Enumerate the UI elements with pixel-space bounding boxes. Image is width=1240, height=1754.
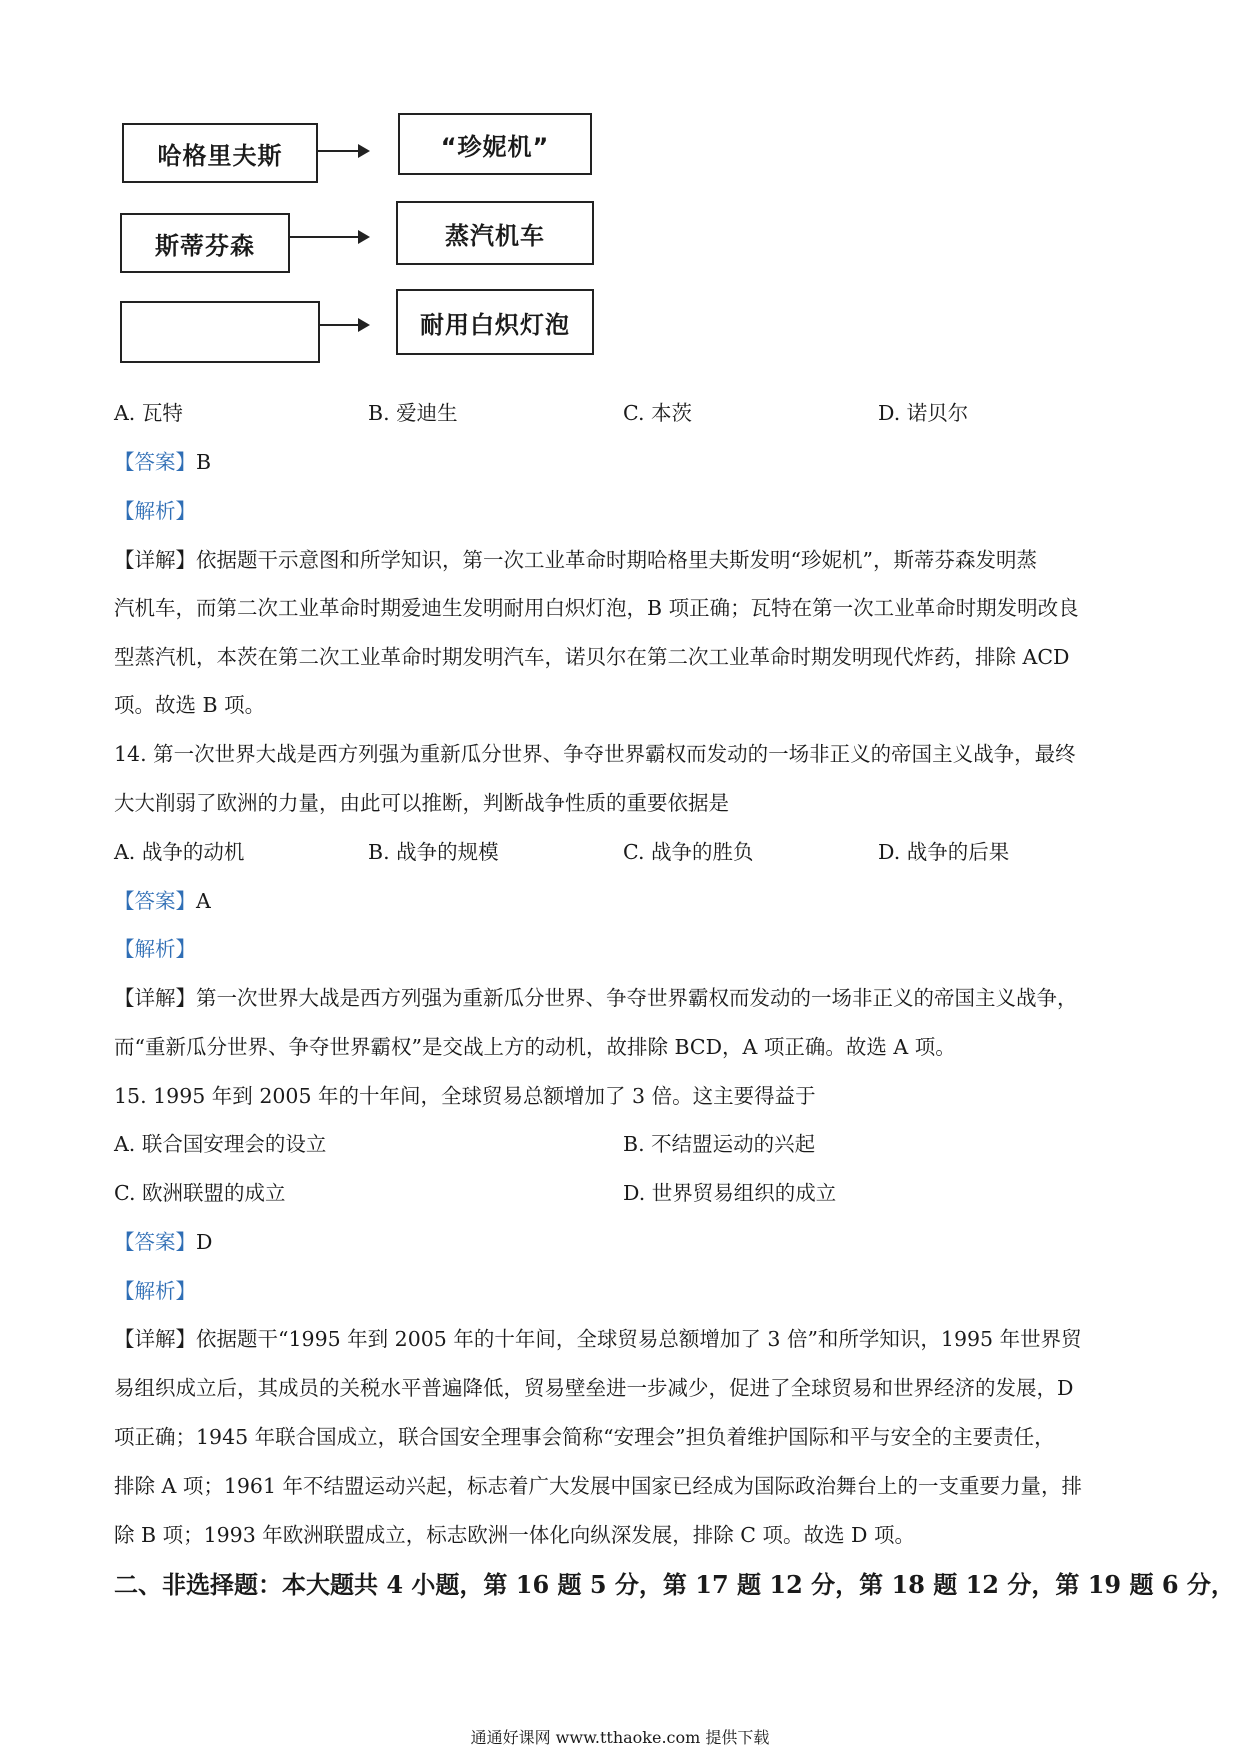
q13-detail-line-2: 汽机车，而第二次工业革命时期爱迪生发明耐用白炽灯泡，B 项正确；瓦特在第一次工业革命时期发明改良 bbox=[114, 596, 1079, 620]
q15-detail-line-3: 项正确；1945 年联合国成立，联合国安全理事会简称“安理会”担负着维护国际和平与安全的主要责任， bbox=[114, 1425, 1055, 1449]
q14-analysis bbox=[114, 935, 1134, 963]
q15-detail-line-1 bbox=[114, 1325, 1134, 1353]
diagram-box-inventor-1: 哈格里夫斯 bbox=[122, 123, 318, 183]
q13-option-c: C. 本茨 bbox=[623, 401, 692, 425]
diagram-box-invention-1: “珍妮机” bbox=[398, 113, 592, 175]
q14-answer-value: A bbox=[196, 889, 211, 913]
answer-tag: 【答案】 bbox=[114, 450, 196, 474]
q14-stem-line-1: 14. 第一次世界大战是西方列强为重新瓜分世界、争夺世界霸权而发动的一场非正义的帝国主义战争，最终 bbox=[114, 742, 1076, 766]
q13-option-b: B. 爱迪生 bbox=[368, 401, 458, 425]
q14-detail-line-1 bbox=[114, 984, 1134, 1012]
q15-answer bbox=[114, 1228, 1134, 1256]
q15-detail-line-2: 易组织成立后，其成员的关税水平普遍降低，贸易壁垒进一步减少，促进了全球贸易和世界经济的发展，D bbox=[114, 1376, 1074, 1400]
q13-detail-line-4: 项。故选 B 项。 bbox=[114, 693, 266, 717]
q14-option-d: D. 战争的后果 bbox=[878, 840, 1010, 864]
q13-option-d: D. 诺贝尔 bbox=[878, 401, 969, 425]
diagram-arrow-2 bbox=[288, 236, 368, 238]
q15-detail-text-1: 依据题干“1995 年到 2005 年的十年间，全球贸易总额增加了 3 倍”和所学知识，1995 年世界贸 bbox=[196, 1327, 1082, 1351]
q13-analysis bbox=[114, 497, 1134, 525]
q15-stem: 15. 1995 年到 2005 年的十年间，全球贸易总额增加了 3 倍。这主要得益于 bbox=[114, 1084, 816, 1108]
q14-detail-line-2: 而“重新瓜分世界、争夺世界霸权”是交战上方的动机，故排除 BCD，A 项正确。故选 A 项。 bbox=[114, 1035, 956, 1059]
detail-tag: 【详解】 bbox=[114, 986, 196, 1010]
q15-option-d: D. 世界贸易组织的成立 bbox=[623, 1181, 837, 1205]
q14-option-c: C. 战争的胜负 bbox=[623, 840, 754, 864]
analysis-tag: 【解析】 bbox=[114, 499, 196, 523]
detail-tag: 【详解】 bbox=[114, 548, 196, 572]
q13-detail-text-1: 依据题干示意图和所学知识，第一次工业革命时期哈格里夫斯发明“珍妮机”，斯蒂芬森发明蒸 bbox=[196, 548, 1037, 572]
q15-answer-value: D bbox=[196, 1230, 213, 1254]
q15-analysis bbox=[114, 1277, 1134, 1305]
q13-answer bbox=[114, 448, 1134, 476]
diagram-arrow-1 bbox=[318, 150, 368, 152]
q15-detail-line-4: 排除 A 项；1961 年不结盟运动兴起，标志着广大发展中国家已经成为国际政治舞台上的一支重要力量，排 bbox=[114, 1474, 1083, 1498]
answer-tag: 【答案】 bbox=[114, 889, 196, 913]
q13-option-a: A. 瓦特 bbox=[114, 401, 183, 425]
q15-option-a: A. 联合国安理会的设立 bbox=[114, 1132, 327, 1156]
diagram-box-inventor-3 bbox=[120, 301, 320, 363]
q14-option-a: A. 战争的动机 bbox=[114, 840, 245, 864]
detail-tag: 【详解】 bbox=[114, 1327, 196, 1351]
q14-answer bbox=[114, 887, 1134, 915]
diagram-box-invention-3: 耐用白炽灯泡 bbox=[396, 289, 594, 355]
q14-detail-text-1: 第一次世界大战是西方列强为重新瓜分世界、争夺世界霸权而发动的一场非正义的帝国主义战争， bbox=[196, 986, 1078, 1010]
analysis-tag: 【解析】 bbox=[114, 1279, 196, 1303]
q13-detail-line-3: 型蒸汽机，本茨在第二次工业革命时期发明汽车，诺贝尔在第二次工业革命时期发明现代炸药，排除 ACD bbox=[114, 645, 1070, 669]
q14-option-b: B. 战争的规模 bbox=[368, 840, 499, 864]
invention-diagram bbox=[116, 105, 606, 375]
answer-tag: 【答案】 bbox=[114, 1230, 196, 1254]
q13-answer-value: B bbox=[196, 450, 212, 474]
q15-option-c: C. 欧洲联盟的成立 bbox=[114, 1181, 286, 1205]
page-footer: 通通好课网 www.tthaoke.com 提供下载 bbox=[470, 1728, 770, 1747]
q13-detail-line-1 bbox=[114, 546, 1134, 574]
analysis-tag: 【解析】 bbox=[114, 937, 196, 961]
diagram-arrow-3 bbox=[318, 324, 368, 326]
diagram-box-invention-2: 蒸汽机车 bbox=[396, 201, 594, 265]
section2-heading: 二、非选择题：本大题共 4 小题，第 16 题 5 分，第 17 题 12 分，第 18 题 12 分，第 19 题 6 分， bbox=[114, 1570, 1235, 1599]
diagram-box-inventor-2: 斯蒂芬森 bbox=[120, 213, 290, 273]
q14-stem-line-2: 大大削弱了欧洲的力量，由此可以推断，判断战争性质的重要依据是 bbox=[114, 791, 729, 815]
q15-option-b: B. 不结盟运动的兴起 bbox=[623, 1132, 816, 1156]
q15-detail-line-5: 除 B 项；1993 年欧洲联盟成立，标志欧洲一体化向纵深发展，排除 C 项。故选 D 项。 bbox=[114, 1523, 915, 1547]
